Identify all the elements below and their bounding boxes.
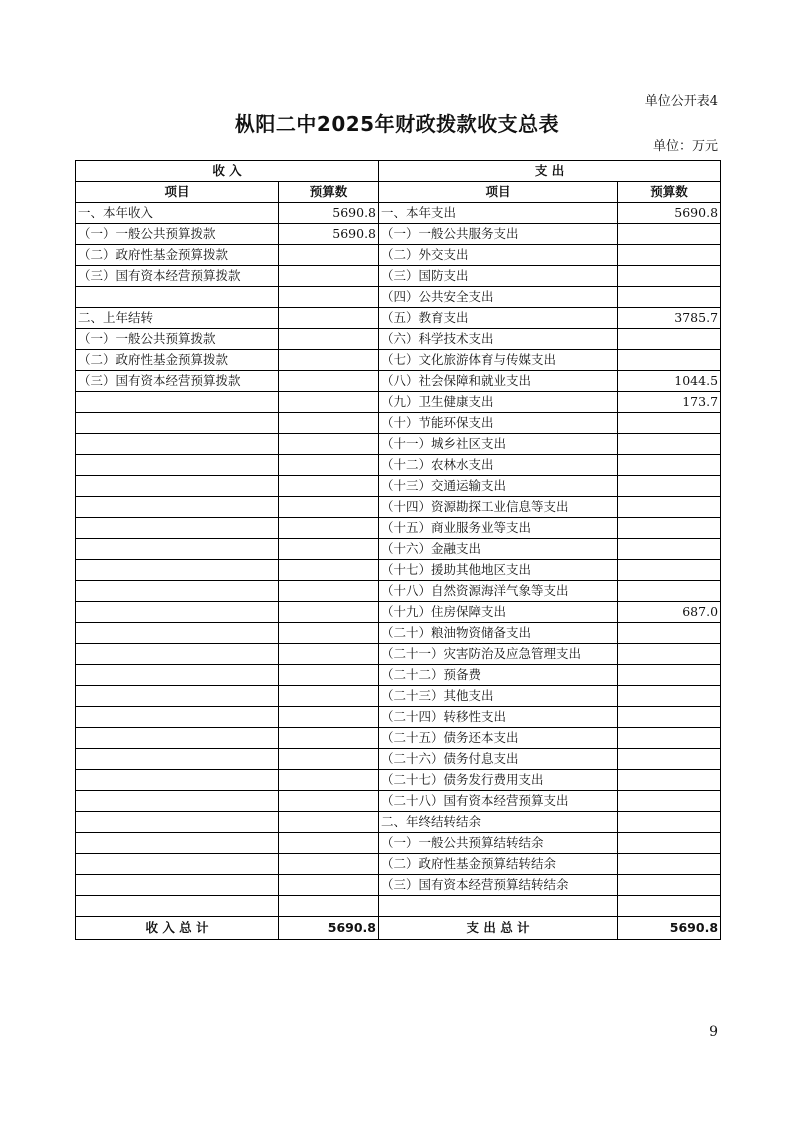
income-amount-cell (279, 707, 379, 728)
income-amount-cell (279, 749, 379, 770)
expense-amount-cell: 1044.5 (618, 371, 721, 392)
expense-amount-cell (618, 287, 721, 308)
table-row (76, 518, 721, 539)
income-amount-cell (279, 623, 379, 644)
budget-summary-table (75, 160, 721, 940)
expense-amount-cell (618, 812, 721, 833)
income-item-cell (76, 518, 279, 539)
table-row (76, 602, 721, 623)
expense-item-cell: （三）国有资本经营预算结转结余 (379, 875, 618, 896)
expense-amount-cell (618, 791, 721, 812)
income-item-cell: （三）国有资本经营预算拨款 (76, 266, 279, 287)
expense-amount-cell (618, 266, 721, 287)
income-amount-cell (279, 791, 379, 812)
table-row (76, 791, 721, 812)
table-row (76, 434, 721, 455)
income-item-cell (76, 476, 279, 497)
expense-amount-cell (618, 623, 721, 644)
table-row (76, 749, 721, 770)
income-amount-cell (279, 665, 379, 686)
table-row (76, 812, 721, 833)
expense-item-cell: （二十二）预备费 (379, 665, 618, 686)
expense-amount-cell (618, 224, 721, 245)
income-item-cell (76, 812, 279, 833)
income-amount-cell (279, 392, 379, 413)
expense-item-cell (379, 896, 618, 917)
expense-item-cell: （九）卫生健康支出 (379, 392, 618, 413)
expense-item-cell: （十五）商业服务业等支出 (379, 518, 618, 539)
expense-item-cell: （二十三）其他支出 (379, 686, 618, 707)
expense-item-cell: 一、本年支出 (379, 203, 618, 224)
income-amount-column-header: 预算数 (279, 182, 379, 203)
income-item-cell (76, 875, 279, 896)
income-amount-cell (279, 770, 379, 791)
income-amount-cell (279, 350, 379, 371)
expense-amount-cell: 5690.8 (618, 203, 721, 224)
expense-item-cell: 二、年终结转结余 (379, 812, 618, 833)
table-row (76, 896, 721, 917)
expense-item-cell: （十七）援助其他地区支出 (379, 560, 618, 581)
table-row (76, 560, 721, 581)
expense-amount-cell (618, 329, 721, 350)
table-row (76, 875, 721, 896)
expense-amount-cell (618, 581, 721, 602)
income-item-cell: （一）一般公共预算拨款 (76, 329, 279, 350)
table-body (76, 203, 721, 917)
income-item-cell: （一）一般公共预算拨款 (76, 224, 279, 245)
income-item-cell: 一、本年收入 (76, 203, 279, 224)
expense-amount-cell (618, 875, 721, 896)
expense-amount-cell (618, 560, 721, 581)
expense-amount-cell (618, 728, 721, 749)
table-row (76, 833, 721, 854)
income-amount-cell (279, 518, 379, 539)
income-item-cell (76, 896, 279, 917)
income-item-cell (76, 728, 279, 749)
form-number: 单位公开表4 (644, 94, 718, 109)
expense-item-cell: （十六）金融支出 (379, 539, 618, 560)
expense-amount-cell (618, 896, 721, 917)
table-row (76, 539, 721, 560)
income-amount-cell (279, 875, 379, 896)
table-row (76, 623, 721, 644)
income-item-cell (76, 434, 279, 455)
expense-amount-cell (618, 350, 721, 371)
expense-item-cell: （八）社会保障和就业支出 (379, 371, 618, 392)
income-item-cell (76, 413, 279, 434)
expense-item-cell: （十二）农林水支出 (379, 455, 618, 476)
income-amount-cell (279, 308, 379, 329)
income-item-cell: 二、上年结转 (76, 308, 279, 329)
expense-item-cell: （十）节能环保支出 (379, 413, 618, 434)
income-amount-cell (279, 455, 379, 476)
income-amount-cell (279, 497, 379, 518)
table-row (76, 665, 721, 686)
income-item-column-header: 项目 (76, 182, 279, 203)
income-amount-cell (279, 581, 379, 602)
expense-item-cell: （十八）自然资源海洋气象等支出 (379, 581, 618, 602)
income-item-cell: （三）国有资本经营预算拨款 (76, 371, 279, 392)
table-row (76, 224, 721, 245)
income-item-cell (76, 707, 279, 728)
income-amount-cell (279, 812, 379, 833)
table-row (76, 707, 721, 728)
expense-amount-cell (618, 245, 721, 266)
income-item-cell (76, 791, 279, 812)
expense-amount-cell (618, 665, 721, 686)
income-item-cell (76, 560, 279, 581)
expense-item-column-header: 项目 (379, 182, 618, 203)
expense-item-cell: （二十四）转移性支出 (379, 707, 618, 728)
expense-amount-column-header: 预算数 (618, 182, 721, 203)
income-item-cell: （二）政府性基金预算拨款 (76, 245, 279, 266)
expense-item-cell: （一）一般公共服务支出 (379, 224, 618, 245)
income-item-cell (76, 623, 279, 644)
income-item-cell (76, 497, 279, 518)
table-row (76, 308, 721, 329)
expense-amount-cell (618, 686, 721, 707)
expense-item-cell: （六）科学技术支出 (379, 329, 618, 350)
income-amount-cell (279, 644, 379, 665)
expense-amount-cell (618, 833, 721, 854)
expense-amount-cell (618, 497, 721, 518)
expense-amount-cell: 3785.7 (618, 308, 721, 329)
income-item-cell (76, 539, 279, 560)
income-amount-cell (279, 434, 379, 455)
income-item-cell (76, 665, 279, 686)
expense-amount-cell (618, 770, 721, 791)
expense-item-cell: （五）教育支出 (379, 308, 618, 329)
expense-item-cell: （二十八）国有资本经营预算支出 (379, 791, 618, 812)
expense-amount-cell (618, 707, 721, 728)
income-item-cell (76, 749, 279, 770)
income-item-cell (76, 455, 279, 476)
table-row (76, 854, 721, 875)
income-amount-cell: 5690.8 (279, 224, 379, 245)
income-amount-cell (279, 602, 379, 623)
expense-item-cell: （七）文化旅游体育与传媒支出 (379, 350, 618, 371)
table-row (76, 203, 721, 224)
expense-amount-cell (618, 434, 721, 455)
expense-section-header: 支 出 (379, 161, 721, 182)
income-amount-cell (279, 896, 379, 917)
income-section-header: 收 入 (76, 161, 379, 182)
income-amount-cell (279, 728, 379, 749)
income-item-cell: （二）政府性基金预算拨款 (76, 350, 279, 371)
income-item-cell (76, 770, 279, 791)
table-row (76, 392, 721, 413)
table-row (76, 350, 721, 371)
table-row (76, 581, 721, 602)
income-amount-cell (279, 266, 379, 287)
expense-item-cell: （二十一）灾害防治及应急管理支出 (379, 644, 618, 665)
expense-item-cell: （一）一般公共预算结转结余 (379, 833, 618, 854)
total-row (76, 917, 721, 940)
table-row (76, 371, 721, 392)
section-header-row (76, 161, 721, 182)
expense-item-cell: （二十七）债务发行费用支出 (379, 770, 618, 791)
expense-item-cell: （二十六）债务付息支出 (379, 749, 618, 770)
expense-amount-cell (618, 455, 721, 476)
expense-item-cell: （二十）粮油物资储备支出 (379, 623, 618, 644)
income-amount-cell (279, 245, 379, 266)
table-row (76, 413, 721, 434)
expense-total-amount: 5690.8 (618, 917, 721, 940)
unit-label: 单位：万元 (652, 139, 718, 154)
table-row (76, 686, 721, 707)
expense-amount-cell (618, 518, 721, 539)
table-row (76, 245, 721, 266)
income-amount-cell (279, 371, 379, 392)
income-amount-cell (279, 686, 379, 707)
income-amount-cell (279, 833, 379, 854)
page-title: 枞阳二中2025年财政拨款收支总表 (234, 112, 560, 136)
expense-item-cell: （三）国防支出 (379, 266, 618, 287)
expense-amount-cell (618, 413, 721, 434)
income-item-cell (76, 581, 279, 602)
table-row (76, 287, 721, 308)
column-header-row (76, 182, 721, 203)
expense-item-cell: （二十五）债务还本支出 (379, 728, 618, 749)
expense-item-cell: （十四）资源勘探工业信息等支出 (379, 497, 618, 518)
income-amount-cell (279, 854, 379, 875)
table-row (76, 476, 721, 497)
income-item-cell (76, 833, 279, 854)
expense-amount-cell (618, 476, 721, 497)
table-row (76, 497, 721, 518)
income-amount-cell (279, 413, 379, 434)
income-amount-cell: 5690.8 (279, 203, 379, 224)
page-number: 9 (709, 1024, 718, 1040)
expense-amount-cell: 173.7 (618, 392, 721, 413)
income-item-cell (76, 644, 279, 665)
income-amount-cell (279, 329, 379, 350)
expense-amount-cell (618, 644, 721, 665)
expense-amount-cell (618, 539, 721, 560)
income-item-cell (76, 287, 279, 308)
income-item-cell (76, 392, 279, 413)
income-total-label: 收 入 总 计 (76, 917, 279, 940)
table-row (76, 266, 721, 287)
expense-amount-cell: 687.0 (618, 602, 721, 623)
table-row (76, 455, 721, 476)
income-amount-cell (279, 287, 379, 308)
income-item-cell (76, 686, 279, 707)
table-row (76, 329, 721, 350)
expense-amount-cell (618, 749, 721, 770)
table-row (76, 644, 721, 665)
expense-amount-cell (618, 854, 721, 875)
income-item-cell (76, 854, 279, 875)
income-item-cell (76, 602, 279, 623)
income-amount-cell (279, 539, 379, 560)
expense-item-cell: （二）政府性基金预算结转结余 (379, 854, 618, 875)
income-amount-cell (279, 476, 379, 497)
table-row (76, 770, 721, 791)
expense-item-cell: （二）外交支出 (379, 245, 618, 266)
expense-item-cell: （十一）城乡社区支出 (379, 434, 618, 455)
expense-item-cell: （十三）交通运输支出 (379, 476, 618, 497)
income-amount-cell (279, 560, 379, 581)
expense-total-label: 支 出 总 计 (379, 917, 618, 940)
expense-item-cell: （四）公共安全支出 (379, 287, 618, 308)
expense-item-cell: （十九）住房保障支出 (379, 602, 618, 623)
table-row (76, 728, 721, 749)
income-total-amount: 5690.8 (279, 917, 379, 940)
